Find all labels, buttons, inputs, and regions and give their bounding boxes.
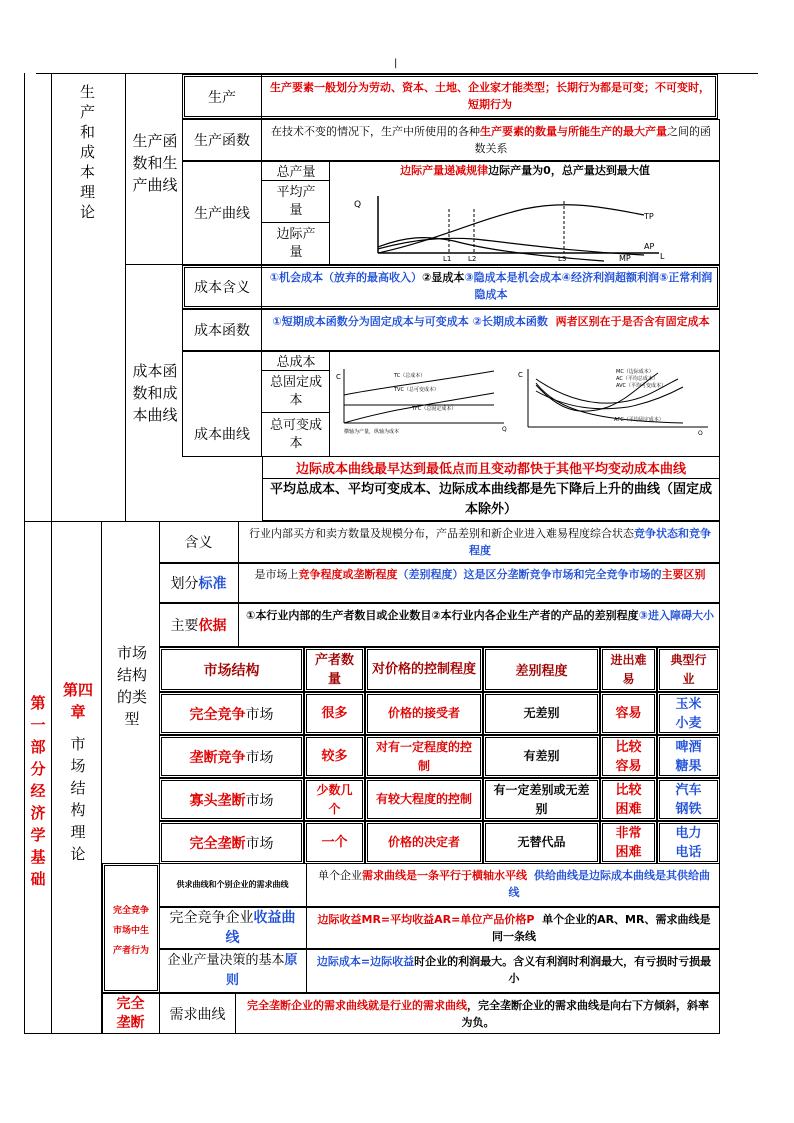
market-type-name: 寡头垄断 <box>189 792 246 809</box>
cost-function-label: 成本函数和成本曲线 <box>132 362 178 424</box>
market-cell: 玉米小麦 <box>657 692 720 735</box>
cost-note-1: 边际成本曲线最早达到最低点而且变动都快于其他平均变动成本曲线 <box>262 457 720 479</box>
market-row-label <box>159 778 304 821</box>
market-cell: 电力电话 <box>657 821 720 864</box>
chapter-four-label: 第四章 市场结构理论 <box>62 681 93 863</box>
part-one-label: 第一部分 经济学基础 <box>30 694 46 888</box>
svg-text:TVC（总可变成本）: TVC（总可变成本） <box>394 387 439 393</box>
market-cell: 较多 <box>304 735 365 778</box>
cost-sublabel-tc: 总成本 <box>262 351 330 371</box>
row-production-text: 生产要素一般划分为劳动、资本、土地、企业家才能类型；长期行为都是可变；不可变时， 短期行为 <box>270 81 710 111</box>
section-production-cost <box>24 73 720 521</box>
th-industry: 典型行业 <box>670 652 707 686</box>
cost-sublabel-tfc: 总固定成本 <box>262 371 330 413</box>
classification-label: 划分 标准 <box>159 563 239 603</box>
market-row-label <box>159 821 304 864</box>
svg-text:AFC（平均固定成本）: AFC（平均固定成本） <box>614 417 664 423</box>
chart-l1-label: L1 <box>443 255 452 263</box>
pc-producer-label: 完全竞争市场中生产者行为 <box>113 906 150 956</box>
svg-text:AVC（平均可变成本）: AVC（平均可变成本） <box>616 383 667 389</box>
row-prod-function-text: 在技术不变的情况下，生产中所使用的各种生产要素的数量与所能生产的最大产量之间的函数关系 <box>271 125 711 155</box>
svg-text:MC（边际成本）: MC（边际成本） <box>616 369 654 375</box>
chart-ap-label: AP <box>644 242 655 251</box>
cost-meaning-text: ①机会成本（放弃的最高收入）②显成本③隐成本是机会成本④经济利润超额利润⑤正常利润隐成本 <box>269 271 713 301</box>
row-production-label: 生产 <box>208 89 236 106</box>
th-entry: 进出难易 <box>610 652 647 686</box>
market-cell: 一个 <box>304 821 365 864</box>
market-cell: 啤酒糖果 <box>657 735 720 778</box>
market-cell: 有一定差别或无差别 <box>483 778 600 821</box>
page-mark: | <box>394 58 398 69</box>
svg-text:AC（平均总成本）: AC（平均总成本） <box>616 376 658 382</box>
svg-text:TC（总成本）: TC（总成本） <box>394 373 426 379</box>
th-producers: 产者数量 <box>314 652 354 687</box>
cost-func-text: ①短期成本函数分为固定成本与可变成本 ②长期成本函数 两者区别在于是否含有固定成本 <box>272 315 710 328</box>
production-curve-chart <box>354 191 674 263</box>
row-prod-function-label: 生产函数 <box>194 133 250 149</box>
avc-curve <box>536 387 683 409</box>
market-type-name: 垄断竞争 <box>189 749 246 766</box>
market-types-label: 市场结构的类型 <box>116 644 147 728</box>
cost-func-label: 成本函数 <box>194 323 250 339</box>
basis-text: ①本行业内部的生产者数目或企业数目②本行业内各企业生产者的产品的差别程度③进入障碍大小 <box>246 609 714 622</box>
chart-l-label: L <box>660 252 665 261</box>
market-type-suffix: 市场 <box>245 706 274 723</box>
market-cell: 无替代品 <box>483 821 600 864</box>
market-cell: 非常困难 <box>600 821 657 864</box>
chart-l3-label: L3 <box>558 255 567 263</box>
meaning-label: 含义 <box>159 521 239 563</box>
basis-label: 主要 依据 <box>159 603 239 647</box>
market-row-label <box>159 692 304 735</box>
pc-revenue-label: 完全竞争企业收益曲线 <box>159 907 307 949</box>
chart-l2-label: L2 <box>468 255 477 263</box>
pc-decision-text: 边际成本=边际收益时企业的利润最大。含义有利润时利润最大，有亏损时亏损最小 <box>316 955 712 985</box>
market-cell: 比较困难 <box>600 778 657 821</box>
chart-q-label: Q <box>354 200 362 210</box>
chart-mp-label: MP <box>619 254 631 263</box>
total-cost-chart <box>334 365 514 435</box>
market-cell: 汽车钢铁 <box>657 778 720 821</box>
prod-sublabel-ap: 平均产量 <box>262 181 330 223</box>
prod-curve-note: 边际产量递减规律边际产量为0，总产量达到最大值 <box>400 164 650 177</box>
svg-text:横轴为产量，纵轴为成本: 横轴为产量，纵轴为成本 <box>344 429 400 435</box>
market-structure-table <box>159 647 720 863</box>
market-cell: 有较大程度的控制 <box>365 778 483 821</box>
market-cell: 价格的接受者 <box>365 692 483 735</box>
market-type-name: 完全竞争 <box>189 706 246 723</box>
market-type-name: 完全垄断 <box>189 835 246 852</box>
monopoly-label: 完全垄断 <box>102 993 160 1034</box>
svg-text:Q: Q <box>502 426 507 433</box>
market-cell: 比较容易 <box>600 735 657 778</box>
th-structure: 市场结构 <box>203 662 260 679</box>
market-cell: 对有一定程度的控制 <box>365 735 483 778</box>
section-market-structure <box>24 521 720 1034</box>
prod-function-label: 生产函数和生产曲线 <box>132 132 178 194</box>
unit-cost-chart <box>518 365 718 435</box>
pc-demand-label: 供求曲线和个别企业的需求曲线 <box>159 863 307 907</box>
market-cell: 有差别 <box>483 735 600 778</box>
th-differentiation: 差别程度 <box>515 664 568 679</box>
meaning-text: 行业内部买方和卖方数量及规模分布，产品差别和新企业进入难易程度综合状态竞争状态和竞争程度 <box>249 527 711 557</box>
market-cell: 价格的决定者 <box>365 821 483 864</box>
cost-sublabel-tvc: 总可变成本 <box>269 418 322 451</box>
cost-meaning-label: 成本含义 <box>194 280 250 296</box>
svg-text:C: C <box>518 371 523 379</box>
cost-note-2: 平均总成本、平均可变成本、边际成本曲线都是先下降后上升的曲线（固定成本除外） <box>262 479 720 521</box>
th-price-control: 对价格的控制程度 <box>371 662 476 677</box>
monopoly-demand-label: 需求曲线 <box>160 993 236 1034</box>
svg-text:Q: Q <box>698 430 703 435</box>
pc-decision-label: 企业产量决策的基本原则 <box>159 949 307 993</box>
prod-curve-label: 生产曲线 <box>194 206 250 222</box>
svg-text:C: C <box>336 373 341 381</box>
market-type-suffix: 市场 <box>245 749 274 766</box>
classification-text: 是市场上竞争程度或垄断程度（差别程度）这是区分垄断竞争市场和完全竞争市场的主要区别 <box>254 568 706 581</box>
market-cell: 无差别 <box>483 692 600 735</box>
market-cell: 很多 <box>304 692 365 735</box>
market-cell: 容易 <box>600 692 657 735</box>
cost-curve-label: 成本曲线 <box>194 427 250 443</box>
tp-curve <box>378 205 644 253</box>
market-type-suffix: 市场 <box>245 792 274 809</box>
monopoly-demand-text: 完全垄断企业的需求曲线就是行业的需求曲线，完全垄断企业的需求曲线是向右下方倾斜，斜率为负。 <box>247 999 709 1029</box>
pc-demand-text: 单个企业需求曲线是一条平行于横轴水平线 供给曲线是边际成本曲线是其供给曲线 <box>318 869 710 899</box>
chapter-production-cost-label: 生产和成本理论 <box>80 83 100 221</box>
market-row-label <box>159 735 304 778</box>
market-type-suffix: 市场 <box>245 835 274 852</box>
chart-tp-label: TP <box>644 212 654 221</box>
prod-sublabel-mp: 边际产量 <box>276 227 316 260</box>
svg-text:TFC（总固定成本）: TFC（总固定成本） <box>412 406 457 412</box>
prod-sublabel-tp: 总产量 <box>262 161 330 181</box>
market-cell: 少数几个 <box>304 778 365 821</box>
pc-revenue-text: 边际收益MR=平均收益AR=单位产品价格P 单个企业的AR、MR、需求曲线是同一条线 <box>317 913 711 943</box>
